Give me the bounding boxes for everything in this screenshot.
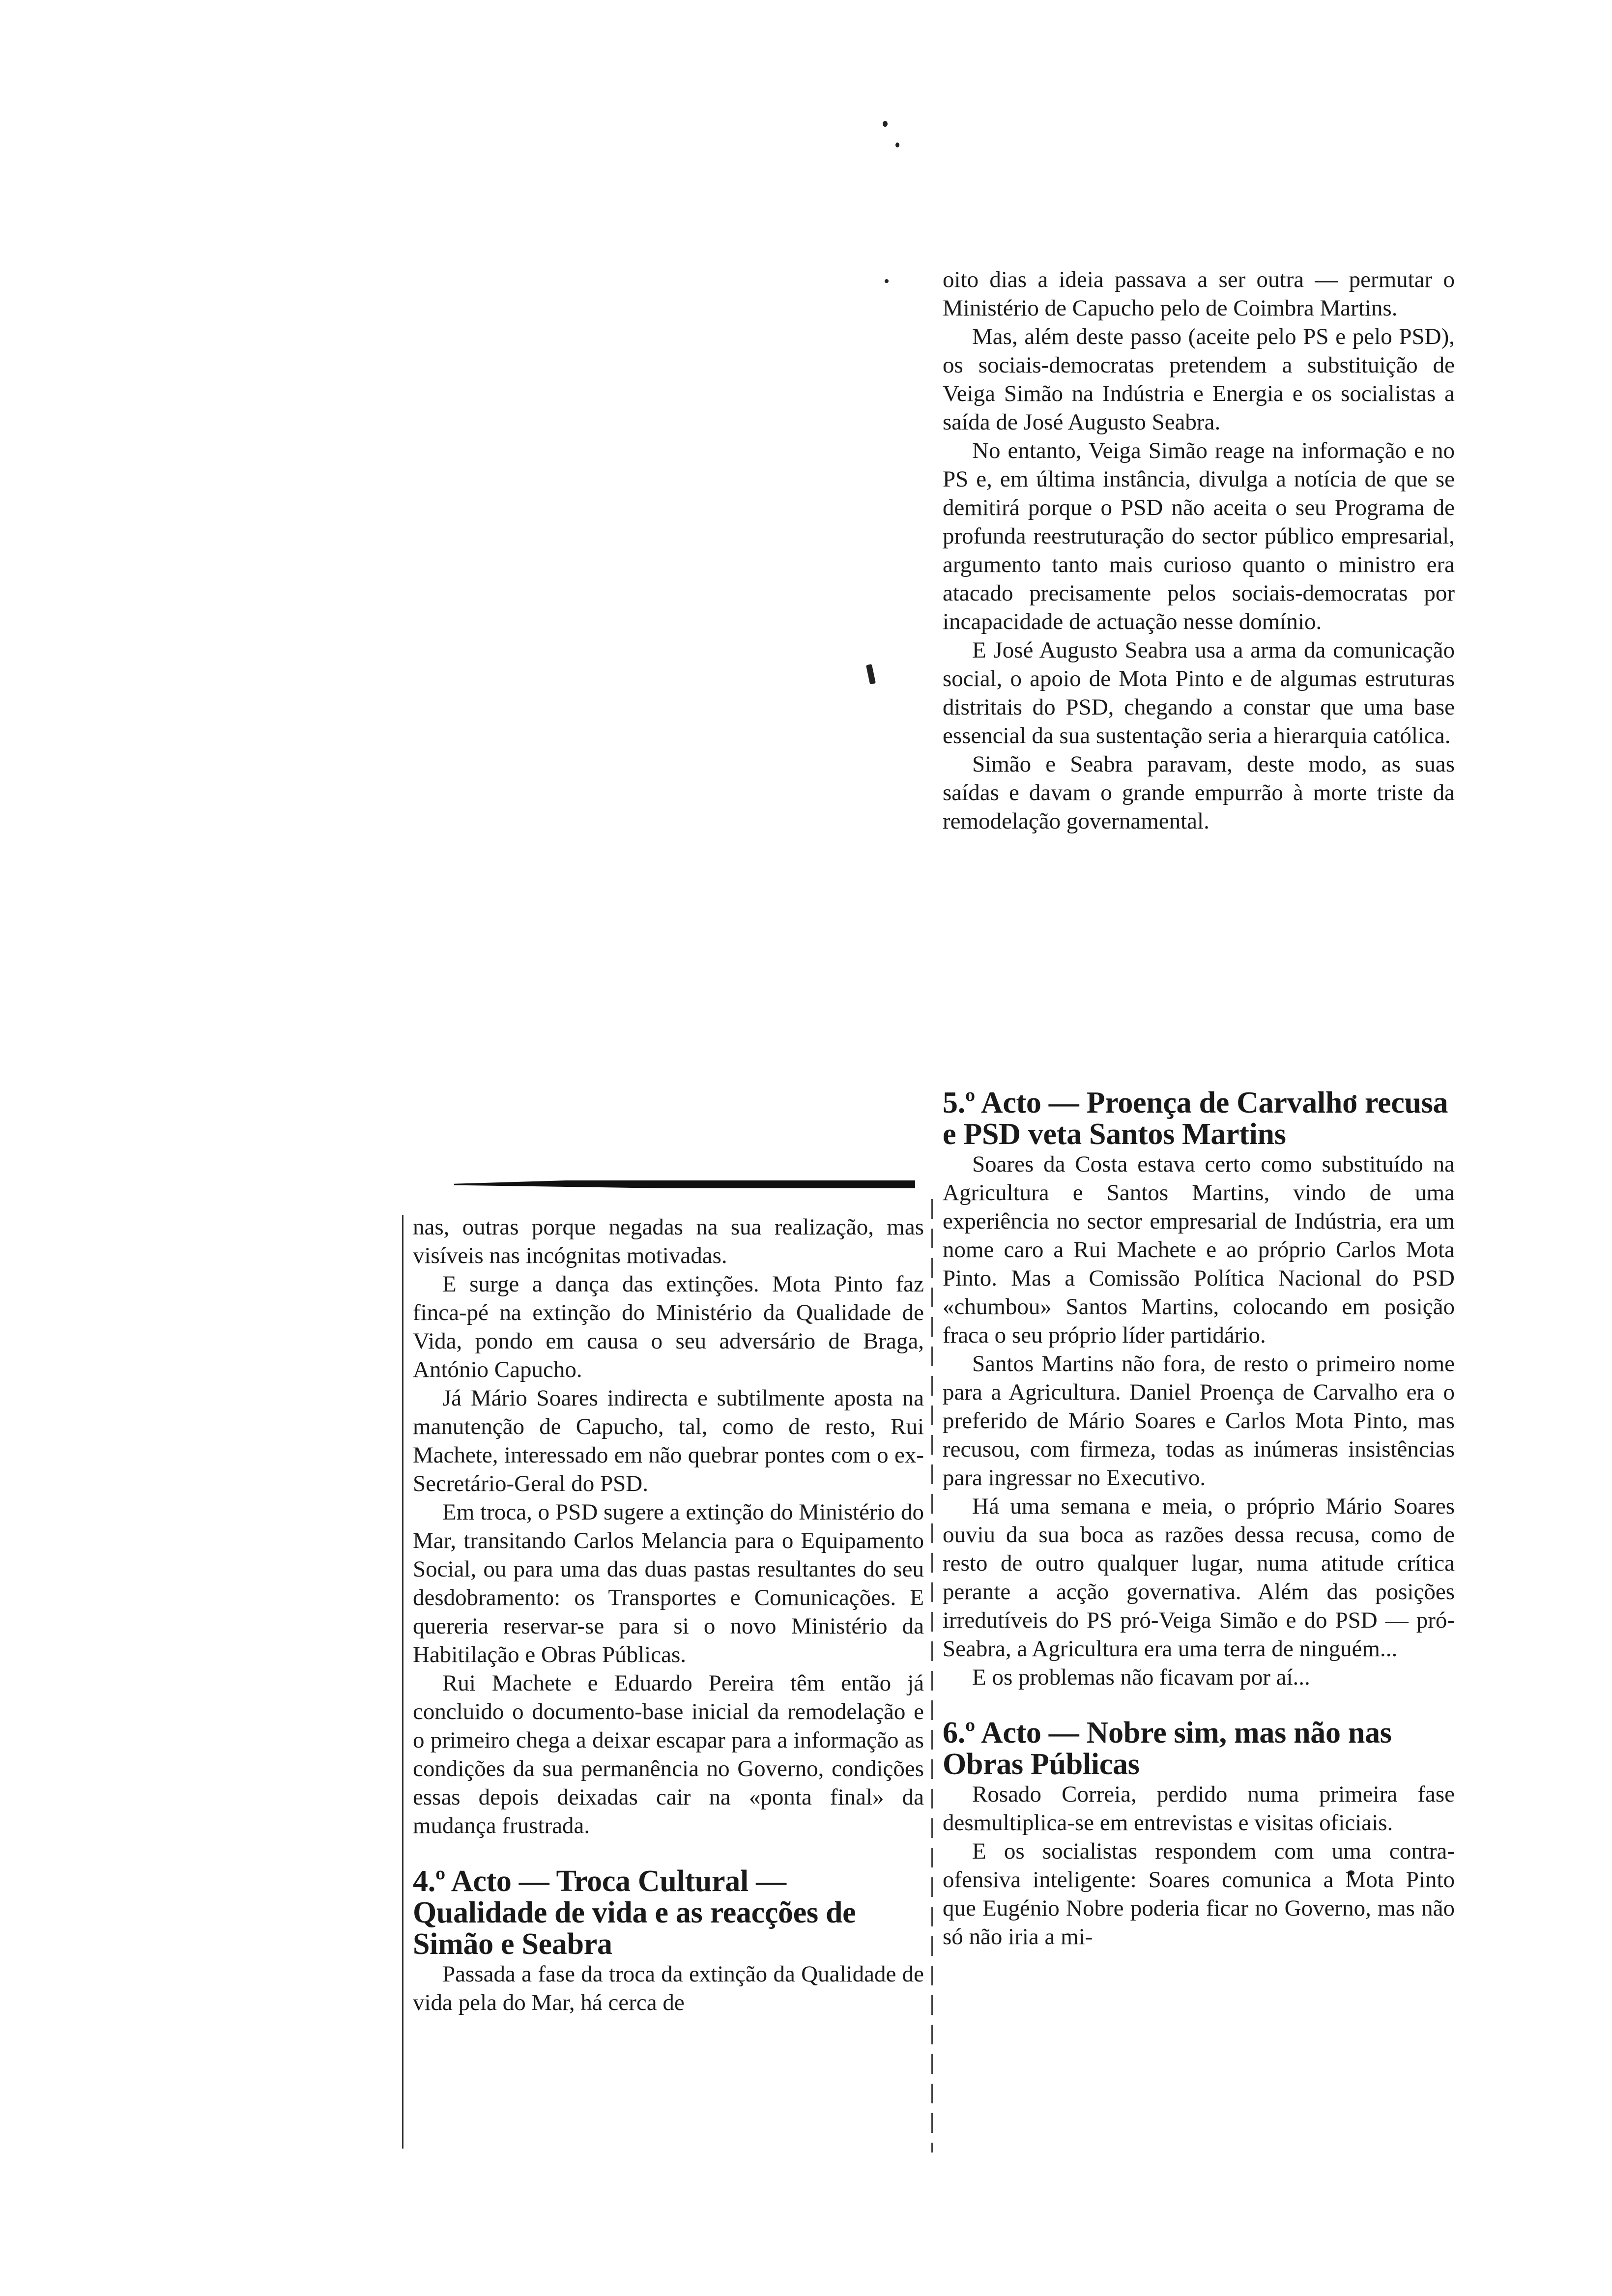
print-speck <box>895 143 899 147</box>
paragraph: Em troca, o PSD sugere a extinção do Ministério do Mar, transitando Carlos Melancia para o Equipamento Social, ou para uma das duas pastas resultantes do seu desdobramento: os Transportes e Comunicações. E quereria reservar-se para si o novo Ministério da Habitilação e Obras Públicas. <box>413 1499 924 1667</box>
paragraph: Há uma semana e meia, o próprio Mário Soares ouviu da sua boca as razões dessa recusa, como de resto de outro qualquer lugar, numa atitude crítica perante a acção governativa. Além das posições irredutíveis do PS pró-Veiga Simão e do PSD — pró-Seabra, a Agricultura era uma terra de ninguém... <box>943 1493 1455 1662</box>
paragraph: Rui Machete e Eduardo Pereira têm então já concluido o documento-base inicial da remodelação e o primeiro chega a deixar escapar para a informação as condições da sua permanência no Governo, condições essas depois deixadas cair na «ponta final» da mudança frustrada. <box>413 1670 924 1838</box>
paragraph: E surge a dança das extinções. Mota Pinto faz finca-pé na extinção do Ministério da Qualidade de Vida, pondo em causa o seu adversário de Braga, António Capucho. <box>413 1271 924 1382</box>
paragraph: Já Mário Soares indirecta e subtilmente aposta na manutenção de Capucho, tal, como de resto, Rui Machete, interessado em não quebrar pontes com o ex-Secretário-Geral do PSD. <box>413 1385 924 1496</box>
right-column-bottom <box>943 1087 1455 1951</box>
print-speck <box>883 121 888 127</box>
paragraph: Soares da Costa estava certo como substituído na Agricultura e Santos Martins, vindo de uma experiência no sector empresarial de Indústria, era um nome caro a Rui Machete e ao próprio Carlos Mota Pinto. Mas a Comissão Política Nacional do PSD «chumbou» Santos Martins, colocando em posição fraca o seu próprio líder partidário. <box>943 1151 1455 1348</box>
paragraph: E os socialistas respondem com uma contra-ofensiva inteligente: Soares comunica a Mota Pinto que Eugénio Nobre poderia ficar no Governo, mas não só não iria a mi- <box>943 1838 1455 1950</box>
paragraph: E José Augusto Seabra usa a arma da comunicação social, o apoio de Mota Pinto e de algumas estruturas distritais do PSD, chegando a constar que uma base essencial da sua sustentação seria a hierarquia católica. <box>943 637 1455 748</box>
paragraph: Mas, além deste passo (aceite pelo PS e pelo PSD), os sociais-democratas pretendem a substituição de Veiga Simão na Indústria e Energia e os socialistas a saída de José Augusto Seabra. <box>943 324 1455 435</box>
right-column-top <box>943 265 1455 835</box>
paragraph: No entanto, Veiga Simão reage na informação e no PS e, em última instância, divulga a notícia de que se demitirá porque o PSD não aceita o seu Programa de profunda reestruturação do sector público empresarial, argumento tanto mais curioso quanto o ministro era atacado precisamente pelos sociais-democratas por incapacidade de actuação nesse domínio. <box>943 438 1455 634</box>
paragraph: nas, outras porque negadas na sua realização, mas visíveis nas incógnitas motivadas. <box>413 1214 924 1268</box>
section-heading: 4.º Acto — Troca Cultural — Qualidade de vida e as reacções de Simão e Seabra <box>413 1865 856 1961</box>
paragraph: Simão e Seabra paravam, deste modo, as suas saídas e davam o grande empurrão à morte triste da remodelação governamental. <box>943 751 1455 834</box>
section-heading: 6.º Acto — Nobre sim, mas não nas Obras Públicas <box>943 1716 1392 1781</box>
print-speck <box>866 664 876 685</box>
paragraph: Santos Martins não fora, de resto o primeiro nome para a Agricultura. Daniel Proença de Carvalho era o preferido de Mário Soares e Carlos Mota Pinto, mas recusou, com firmeza, todas as inúmeras insistências para ingressar no Executivo. <box>943 1351 1455 1491</box>
paragraph: oito dias a ideia passava a ser outra — permutar o Ministério de Capucho pelo de Coimbra Martins. <box>943 267 1455 321</box>
paragraph: E os problemas não ficavam por aí... <box>972 1665 1310 1690</box>
paragraph: Passada a fase da troca da extinção da Qualidade de vida pela do Mar, há cerca de <box>413 1961 924 2015</box>
print-speck <box>885 279 889 283</box>
left-column-rule <box>402 1215 403 2149</box>
left-column <box>413 1213 924 2017</box>
section-heading: 5.º Acto — Proença de Carvalho recusa e PSD veta Santos Martins <box>943 1086 1448 1151</box>
section-divider-rule <box>454 1176 915 1189</box>
column-separator-rule <box>931 1199 933 2152</box>
paragraph: Rosado Correia, perdido numa primeira fase desmultiplica-se em entrevistas e visitas oficiais. <box>943 1781 1455 1836</box>
